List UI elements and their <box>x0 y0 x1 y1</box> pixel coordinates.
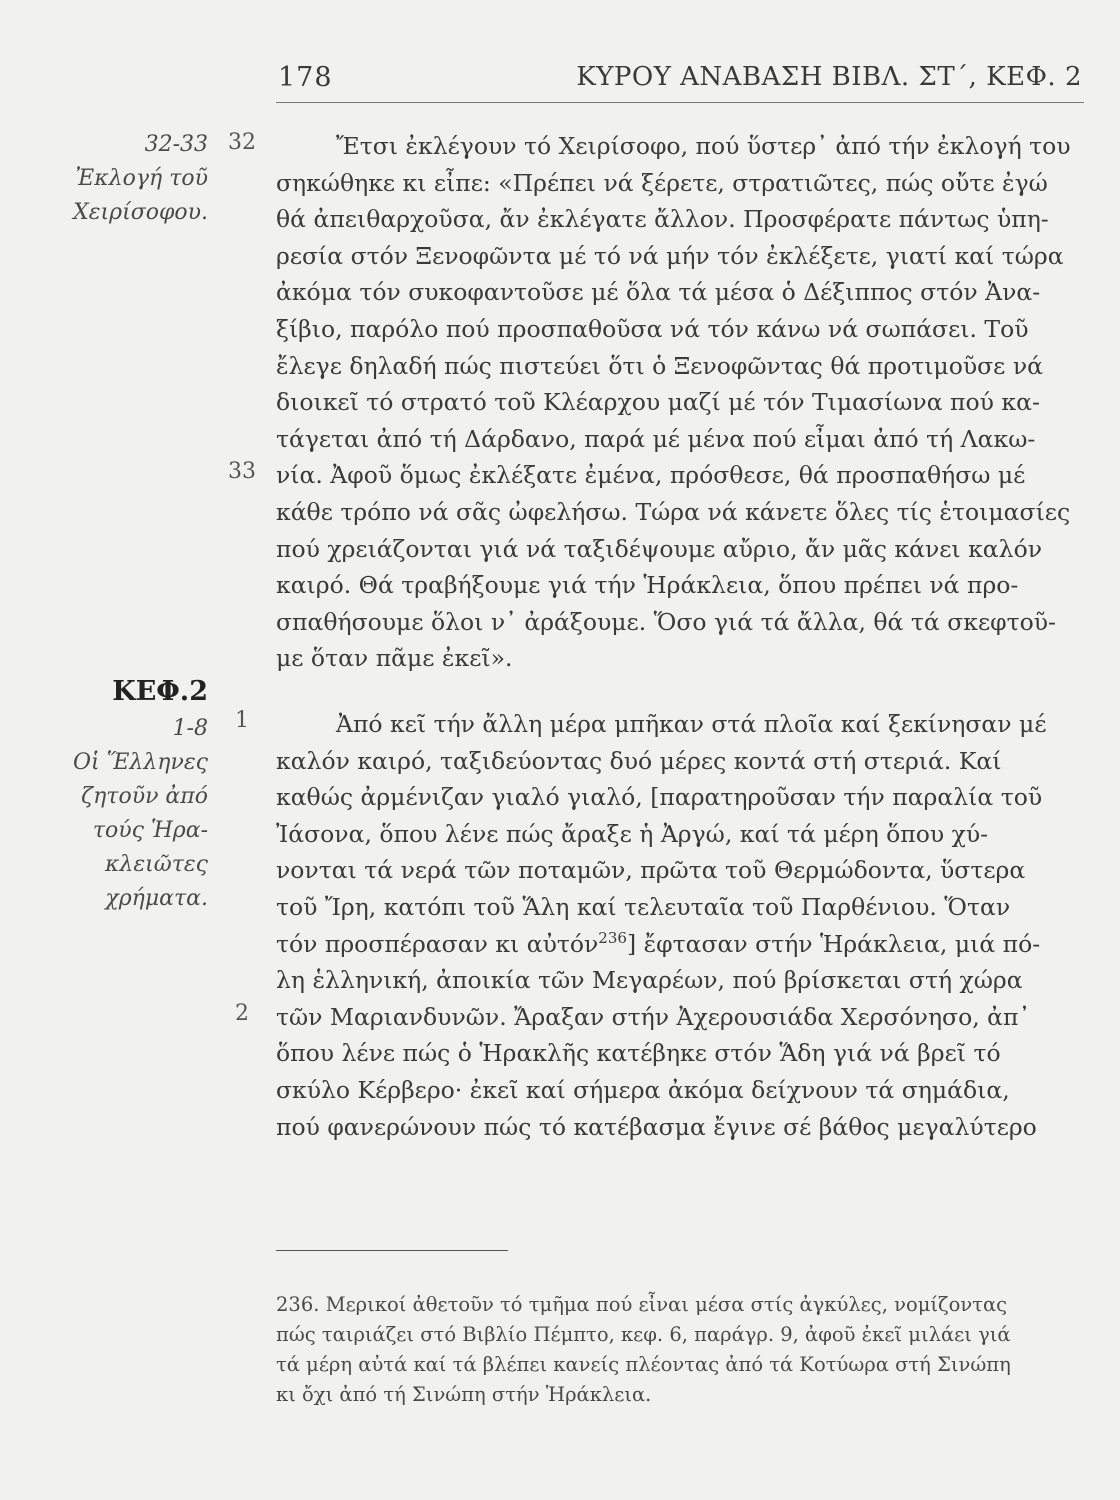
footnote-236 <box>276 1290 1096 1410</box>
text-line: λη ἑλληνική, ἀποικία τῶν Μεγαρέων, πού βρίσκεται στή χώρα <box>276 966 1023 995</box>
text-line: ὅπου λένε πώς ὁ Ἡρακλῆς κατέβηκε στόν Ἅδη γιά νά βρεῖ τό <box>276 1039 1001 1068</box>
text-line: ξίβιο, παρόλο πού προσπαθοῦσα νά τόν κάνω νά σωπάσει. Τοῦ <box>276 314 1029 343</box>
section-32-33-text <box>276 128 1088 677</box>
text-line: πού χρειάζονται γιά νά ταξιδέψουμε αὔριο, ἄν μᾶς κάνει καλόν <box>276 534 1042 563</box>
text-line-with-footnote <box>276 926 1088 963</box>
text-line: σπαθήσουμε ὅλοι ν᾽ ἀράξουμε. Ὅσο γιά τά ἄλλα, θά τά σκεφτοῦ- <box>276 607 1056 636</box>
footnote-line: 236. Μερικοί ἀθετοῦν τό τμῆμα πού εἶναι μέσα στίς ἀγκύλες, νομίζοντας <box>276 1293 1008 1316</box>
verse-number-1: 1 <box>235 708 249 733</box>
verse-number-2: 2 <box>235 1001 249 1026</box>
text-line: σκύλο Κέρβερο· ἐκεῖ καί σήμερα ἀκόμα δείχνουν τά σημάδια, <box>276 1075 1010 1104</box>
text-line: Ἰάσονα, ὅπου λένε πώς ἄραξε ἡ Ἀργώ, καί τά μέρη ὅπου χύ- <box>276 819 989 848</box>
margin-note-line: Οἱ Ἕλληνες <box>73 750 208 775</box>
text-line: καθώς ἀρμένιζαν γιαλό γιαλό, [παρατηροῦσαν τήν παραλία τοῦ <box>276 783 1043 812</box>
header-rule <box>276 102 1084 103</box>
text-line: νονται τά νερά τῶν ποταμῶν, πρῶτα τοῦ Θερμώδοντα, ὕστερα <box>276 856 1026 885</box>
margin-note-line: χρήματα. <box>105 886 208 911</box>
text-line: διοικεῖ τό στρατό τοῦ Κλέαρχου μαζί μέ τόν Τιμασίωνα πού κα- <box>276 388 1040 417</box>
margin-note-line: ζητοῦν ἀπό <box>81 784 208 809</box>
margin-note-1-8 <box>58 712 208 916</box>
text-line: σηκώθηκε κι εἶπε: «Πρέπει νά ξέρετε, στρατιῶτες, πώς οὔτε ἐγώ <box>276 168 1048 197</box>
text-line: πού φανερώνουν πώς τό κατέβασμα ἔγινε σέ βάθος μεγαλύτερο <box>276 1112 1037 1141</box>
footnote-line: κι ὄχι ἀπό τή Σινώπη στήν Ἡράκλεια. <box>276 1383 652 1406</box>
chapter-heading: ΚΕΦ.2 <box>112 676 208 707</box>
running-header-title: ΚΥΡΟΥ ΑΝΑΒΑΣΗ ΒΙΒΛ. ΣΤ΄, ΚΕΦ. 2 <box>576 62 1082 92</box>
text-line: Ἔτσι ἐκλέγουν τό Χειρίσοφο, πού ὕστερ᾽ ἀπό τήν ἐκλογή του <box>336 132 1071 160</box>
text-line: ἔλεγε δηλαδή πώς πιστεύει ὅτι ὁ Ξενοφῶντας θά προτιμοῦσε νά <box>276 351 1043 380</box>
text-line: με ὅταν πᾶμε ἐκεῖ». <box>276 644 513 673</box>
footnote-line: πώς ταιριάζει στό Βιβλίο Πέμπτο, κεφ. 6, παράγρ. 9, ἀφοῦ ἐκεῖ μιλάει γιά <box>276 1323 1011 1346</box>
footnote-line: τά μέρη αὐτά καί τά βλέπει κανείς πλέοντας ἀπό τά Κοτύωρα στή Σινώπη <box>276 1353 1011 1376</box>
text-line: τοῦ Ἴρη, κατόπι τοῦ Ἅλη καί τελευταῖα τοῦ Παρθένιου. Ὅταν <box>276 892 1011 921</box>
text-line: ἀκόμα τόν συκοφαντοῦσε μέ ὅλα τά μέσα ὁ Δέξιππος στόν Ἀνα- <box>276 278 1041 307</box>
chapter-2-text <box>276 706 1088 1145</box>
margin-note-line: Ἐκλογή τοῦ <box>75 166 208 191</box>
text-line: καλόν καιρό, ταξιδεύοντας δυό μέρες κοντά στή στεριά. Καί <box>276 746 1002 775</box>
footnote-rule <box>276 1250 508 1251</box>
verse-number-33: 33 <box>228 459 256 484</box>
text-line: ρεσία στόν Ξενοφῶντα μέ τό νά μήν τόν ἐκλέξετε, γιατί καί τώρα <box>276 241 1064 270</box>
text-line: καιρό. Θά τραβήξουμε γιά τήν Ἡράκλεια, ὅπου πρέπει νά προ- <box>276 571 1019 600</box>
text-line: τάγεται ἀπό τή Δάρδανο, παρά μέ μένα πού εἶμαι ἀπό τή Λακω- <box>276 424 1036 453</box>
verse-number-32: 32 <box>228 130 256 155</box>
margin-note-32-33 <box>58 128 208 230</box>
margin-note-line: Χειρίσοφου. <box>73 200 208 225</box>
page-number: 178 <box>278 62 333 93</box>
text-line: νία. Ἀφοῦ ὅμως ἐκλέξατε ἐμένα, πρόσθεσε, θά προσπαθήσω μέ <box>276 461 1026 490</box>
margin-note-line: τούς Ἡρα- <box>92 818 208 843</box>
text-line: τῶν Μαριανδυνῶν. Ἄραξαν στήν Ἀχερουσιάδα Χερσόνησο, ἀπ᾽ <box>276 1002 1031 1031</box>
text-line: κάθε τρόπο νά σᾶς ὠφελήσω. Τώρα νά κάνετε ὅλες τίς ἑτοιμασίες <box>276 497 1071 526</box>
text-line: Ἀπό κεῖ τήν ἄλλη μέρα μπῆκαν στά πλοῖα καί ξεκίνησαν μέ <box>336 710 1047 738</box>
text-fragment: τόν προσπέρασαν κι αὐτόν <box>276 929 599 958</box>
margin-note-range: 32-33 <box>144 132 208 157</box>
footnote-reference[interactable]: 236 <box>598 928 627 947</box>
margin-note-line: κλειῶτες <box>104 852 208 877</box>
text-fragment: ] ἔφτασαν στήν Ἡράκλεια, μιά πό- <box>626 929 1041 958</box>
text-line: θά ἀπειθαρχοῦσα, ἄν ἐκλέγατε ἄλλον. Προσφέρατε πάντως ὑπη- <box>276 205 1049 234</box>
margin-note-range: 1-8 <box>172 716 208 741</box>
